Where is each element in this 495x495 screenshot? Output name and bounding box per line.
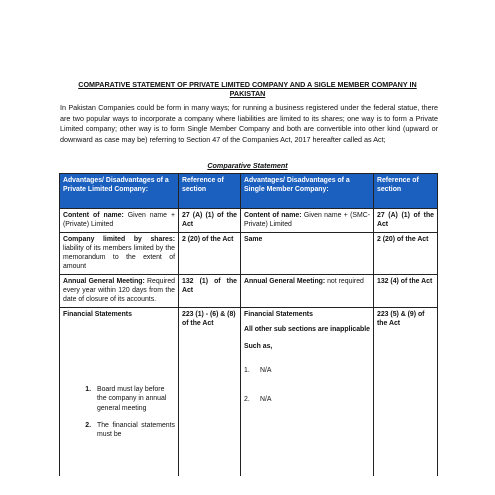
cell-smc xyxy=(241,209,374,233)
list-number: 1. xyxy=(244,366,250,374)
list-item xyxy=(63,421,175,440)
header-reference-2: Reference of section xyxy=(374,174,438,209)
table-row xyxy=(60,307,438,476)
table-row xyxy=(60,232,438,274)
comparison-table xyxy=(59,173,438,476)
table-header-row xyxy=(60,174,438,209)
cell-text: Given name + (SMC-Private) Limited xyxy=(244,212,370,229)
list-number: 1. xyxy=(85,385,91,393)
cell-text: Given name + (Private) Limited xyxy=(63,212,175,229)
list-item xyxy=(244,395,370,404)
document-heading: COMPARATIVE STATEMENT OF PRIVATE LIMITED COMPANY AND A SIGLE MEMBER COMPANY IN PAKISTAN xyxy=(78,80,417,98)
cell-label: Financial Statements xyxy=(63,310,132,318)
cell-smc xyxy=(241,232,374,274)
list-item xyxy=(244,366,370,375)
cell-reference: 132 (1) of the Act xyxy=(179,274,241,307)
cell-reference: 223 (1) - (6) & (8) of the Act xyxy=(179,307,241,476)
table-row xyxy=(60,209,438,233)
cell-private xyxy=(60,232,179,274)
cell-reference: 27 (A) (1) of the Act xyxy=(179,209,241,233)
list-text: N/A xyxy=(260,366,272,374)
cell-reference: 2 (20) of the Act xyxy=(374,232,438,274)
cell-text: Required every year within 120 days from the date of closure of its accounts. xyxy=(63,277,175,304)
cell-label: Annual General Meeting: xyxy=(244,277,326,285)
cell-private xyxy=(60,274,179,307)
cell-label: Content of name: xyxy=(244,212,302,219)
cell-label: Annual General Meeting: xyxy=(63,277,145,285)
cell-reference: 2 (20) of the Act xyxy=(179,232,241,274)
cell-smc xyxy=(241,274,374,307)
header-single-member-company: Advantages/ Disadvantages of a Single Member Company: xyxy=(241,174,374,209)
cell-reference: 223 (5) & (9) of the Act xyxy=(374,307,438,476)
list-item xyxy=(63,385,175,413)
header-private-company: Advantages/ Disadvantages of a Private Limited Company: xyxy=(60,174,179,209)
cell-suchas: Such as, xyxy=(244,343,273,351)
cell-label: Content of name: xyxy=(63,212,124,219)
list-text: Board must lay before the company in annual general meeting xyxy=(97,385,167,412)
cell-private xyxy=(60,209,179,233)
cell-label: Financial Statements xyxy=(244,310,313,318)
cell-reference: 132 (4) of the Act xyxy=(374,274,438,307)
intro-paragraph: In Pakistan Companies could be form in many ways; for running a business registered under the federal statue, there are two popular ways to incorporate a company where liabilities are limited to its shares; one way is to form a Private Limited company; other way is to form Single Member Company and both are convertible into other kind (upward or downward as case may be) referring to Section 47 of the Companies Act, 2017 hereafter called as Act; xyxy=(60,103,438,144)
cell-text: liability of its members limited by the memorandum to the extent of amount xyxy=(63,244,175,271)
cell-private xyxy=(60,307,179,476)
list-text: N/A xyxy=(260,395,272,403)
cell-smc xyxy=(241,307,374,476)
cell-label: Company limited by shares: xyxy=(63,235,175,243)
table-row xyxy=(60,274,438,307)
list-number: 2. xyxy=(85,421,91,429)
list-text: The financial statements must be xyxy=(97,421,175,439)
cell-reference: 27 (A) (1) of the Act xyxy=(374,209,438,233)
list-number: 2. xyxy=(244,395,250,403)
header-reference-1: Reference of section xyxy=(179,174,241,209)
cell-label: Same xyxy=(244,235,263,243)
cell-note: All other sub sections are inapplicable xyxy=(244,325,370,333)
table-subheading: Comparative Statement xyxy=(207,161,288,170)
cell-text: not required xyxy=(325,277,364,285)
